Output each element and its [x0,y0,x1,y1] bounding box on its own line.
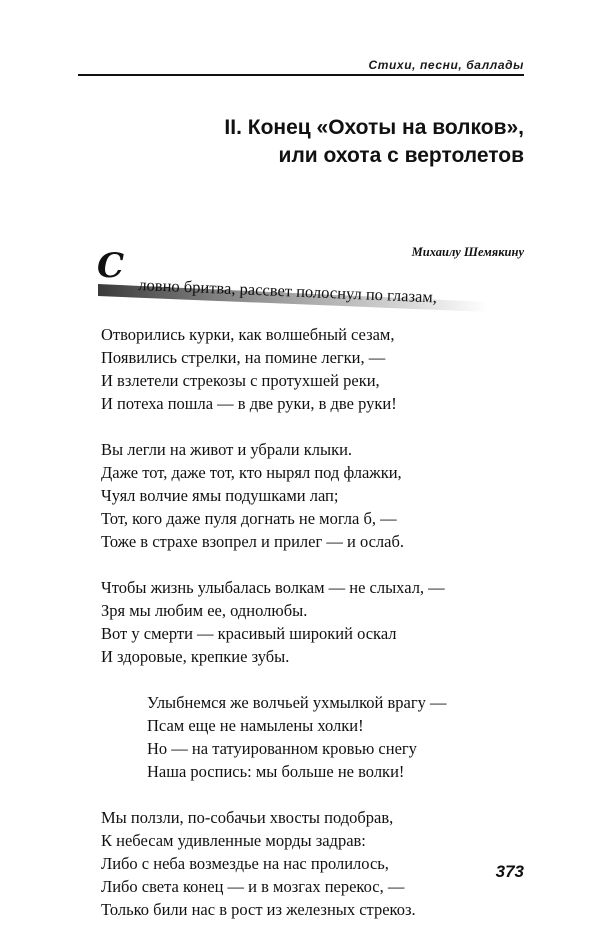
poem-line: Вы легли на живот и убрали клыки. [101,440,353,459]
poem-line: Псам еще не намылены холки! [147,716,364,735]
poem-body [101,323,447,921]
poem-line: Но — на татуированном кровью снегу [147,739,417,758]
poem-line: Либо с неба возмездье на нас пролилось, [101,854,389,873]
poem-line: Наша роспись: мы больше не волки! [147,762,405,781]
stanza [101,576,447,668]
poem-line: Улыбнемся же волчьей ухмылкой врагу — [147,693,447,712]
poem-line: Чуял волчие ямы подушками лап; [101,486,339,505]
dedication: Михаилу Шемякину [411,245,524,259]
drop-cap: С [97,246,125,286]
poem-line: И взлетели стрекозы с протухшей реки, [101,371,380,390]
stanza [101,806,447,921]
first-line-text: ловно бритва, рассвет полоснул по глазам, [138,275,438,307]
poem-line: И здоровые, крепкие зубы. [101,647,290,666]
header-rule [78,74,524,76]
chapter-title [224,114,524,170]
poem-line: Только били нас в рост из железных стрекоз. [101,900,416,919]
chapter-title-line: II. Конец «Охоты на волков», [224,116,524,139]
poem-line: Чтобы жизнь улыбалась волкам — не слыхал, — [101,578,445,597]
chapter-title-line: или охота с вертолетов [278,144,524,167]
stanza [101,438,447,553]
stanza [101,323,447,415]
running-head: Стихи, песни, баллады [368,58,524,72]
poem-line: Даже тот, даже тот, кто нырял под флажки, [101,463,402,482]
poem-line: Тоже в страхе взопрел и прилег — и ослаб. [101,532,405,551]
poem-line: Зря мы любим ее, однолюбы. [101,601,308,620]
poem-line: К небесам удивленные морды задрав: [101,831,366,850]
poem-line: Появились стрелки, на помине легки, — [101,348,386,367]
poem-line: И потеха пошла — в две руки, в две руки! [101,394,397,413]
poem-line: Мы ползли, по-собачьи хвосты подобрав, [101,808,394,827]
poem-line: Отворились курки, как волшебный сезам, [101,325,395,344]
poem-line: Тот, кого даже пуля догнать не могла б, — [101,509,397,528]
stanza-refrain [147,691,447,783]
poem-line: Вот у смерти — красивый широкий оскал [101,624,397,643]
page-number: 373 [495,862,524,881]
poem-line: Либо света конец — и в мозгах перекос, — [101,877,405,896]
